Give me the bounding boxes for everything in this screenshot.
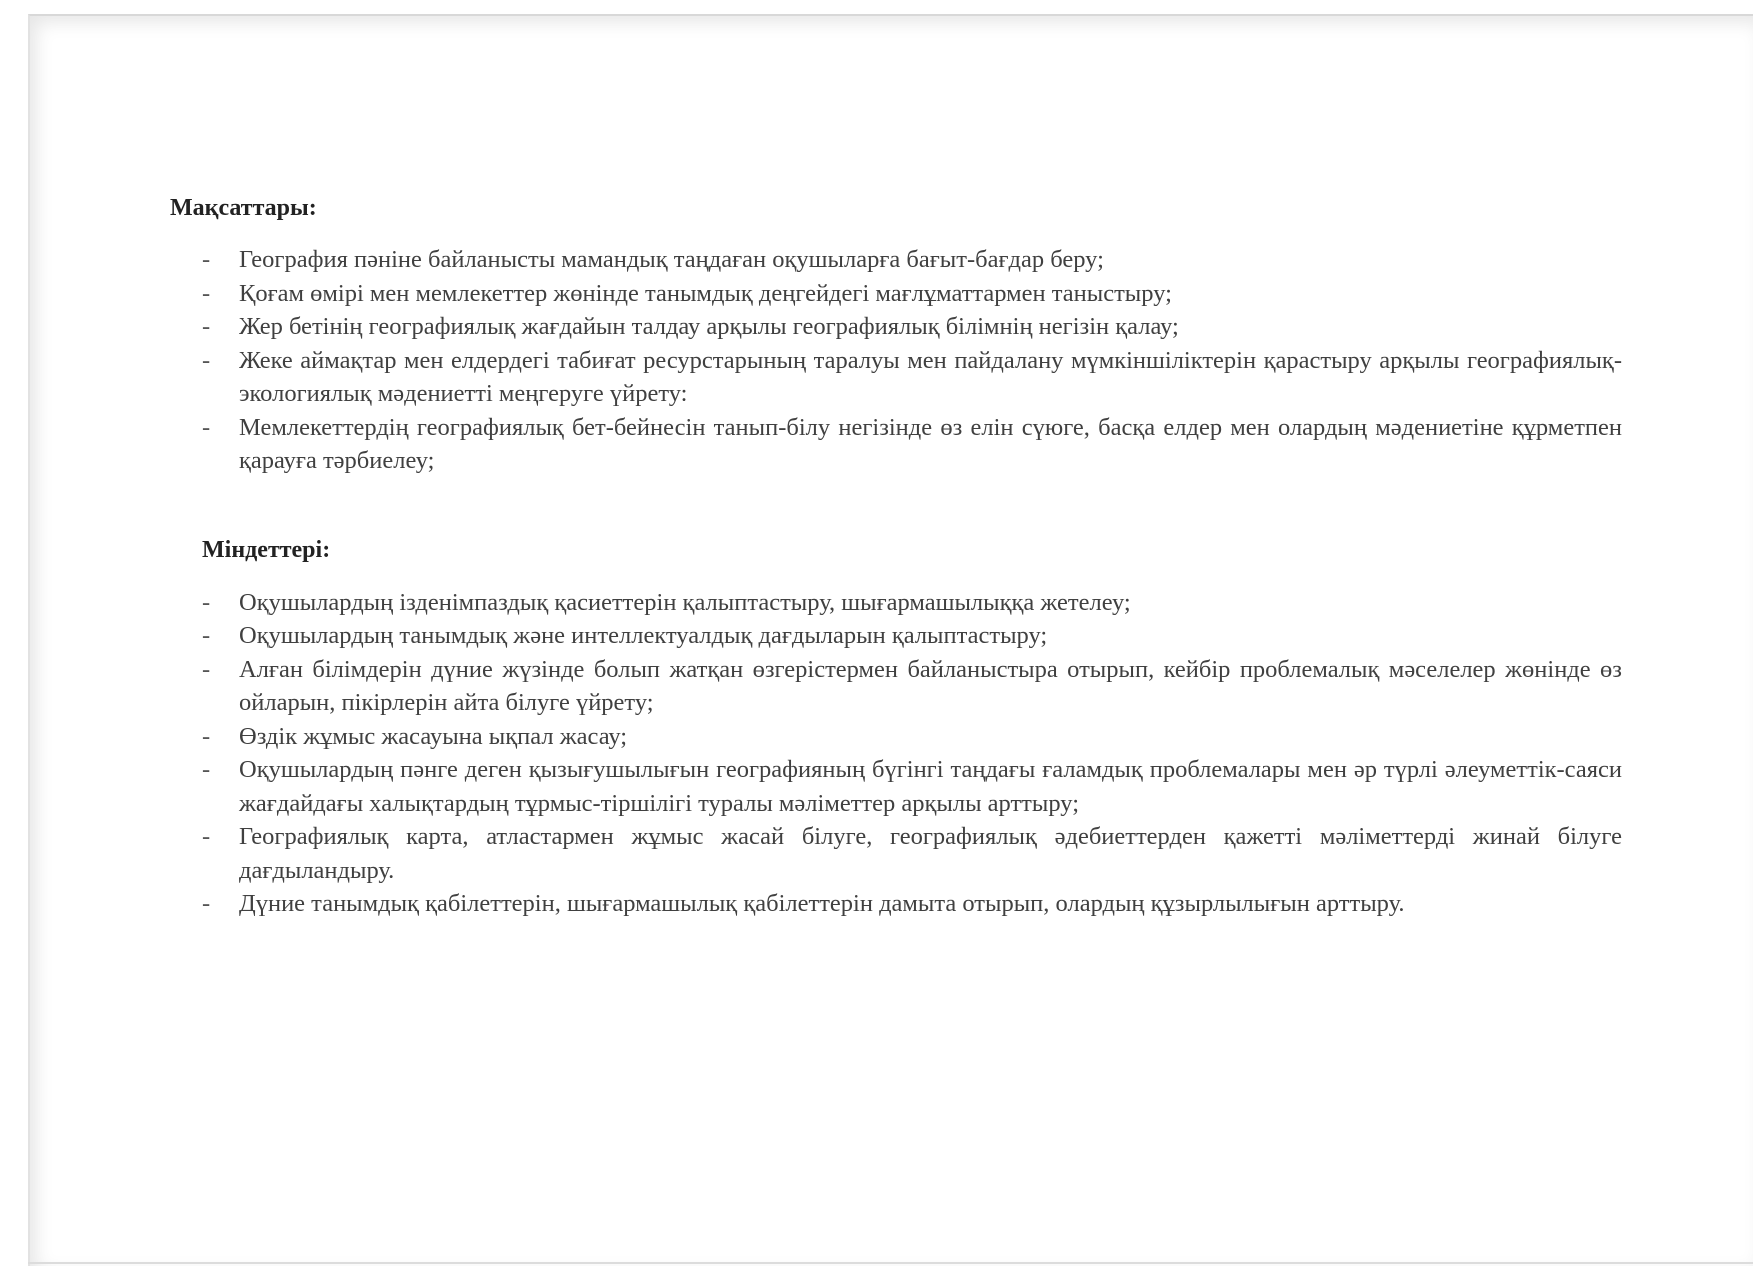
bullet-dash: - (202, 655, 211, 683)
goals-list (170, 243, 1622, 478)
goal-item-text: Мемлекеттердің географиялық бет-бейнесін танып-білу негізінде өз елін сүюге, басқа елдер мен олардың мәдениетіне құрметпен қарауға тәрбиелеу; (239, 413, 1622, 474)
task-item-text: Географиялық карта, атластармен жұмыс жасай білуге, географиялық әдебиеттерден қажетті мәліметтерді жинай білуге дағдыландыру. (239, 823, 1622, 884)
goal-item (170, 243, 1622, 277)
bullet-dash: - (202, 823, 211, 850)
task-item (170, 619, 1622, 653)
task-item (170, 720, 1622, 754)
bullet-dash: - (202, 756, 211, 783)
task-item (170, 887, 1622, 921)
bullet-dash: - (202, 722, 211, 750)
page-bottom-edge (28, 1262, 1753, 1264)
task-item-text: Дүние танымдық қабілеттерін, шығармашылық қабілеттерін дамыта отырып, олардың құзырлылығын арттыру. (239, 890, 1405, 917)
goal-item-text: Жеке аймақтар мен елдердегі табиғат ресурстарының таралуы мен пайдалану мүмкіншіліктерін қарастыру арқылы географиялық-экологиялық мәдениетті меңгеруге үйрету: (239, 346, 1622, 407)
bullet-dash: - (202, 246, 211, 273)
task-item (170, 586, 1622, 620)
bullet-dash: - (202, 890, 211, 917)
bullet-dash: - (202, 279, 211, 307)
bullet-dash: - (202, 622, 211, 649)
goal-item-text: Жер бетінің географиялық жағдайын талдау арқылы географиялық білімнің негізін қалау; (239, 313, 1179, 340)
document-body (170, 186, 1622, 921)
goal-item (170, 344, 1622, 411)
goal-item-text: География пәніне байланысты мамандық таңдаған оқушыларға бағыт-бағдар беру; (239, 246, 1104, 273)
tasks-heading: Міндеттері: (202, 536, 331, 563)
tasks-list (170, 586, 1622, 921)
task-item-text: Оқушылардың ізденімпаздық қасиеттерін қалыптастыру, шығармашылыққа жетелеу; (239, 588, 1131, 616)
bullet-dash: - (202, 413, 211, 441)
task-item-text: Өздік жұмыс жасауына ықпал жасау; (239, 722, 628, 750)
bullet-dash: - (202, 588, 211, 616)
task-item-text: Оқушылардың танымдық және интеллектуалдық дағдыларын қалыптастыру; (239, 622, 1048, 649)
bullet-dash: - (202, 313, 211, 340)
task-item (170, 753, 1622, 820)
goal-item-text: Қоғам өмірі мен мемлекеттер жөнінде танымдық деңгейдегі мағлұматтармен таныстыру; (239, 279, 1172, 307)
task-item (170, 653, 1622, 720)
task-item (170, 820, 1622, 887)
task-item-text: Оқушылардың пәнге деген қызығушылығын географияның бүгінгі таңдағы ғаламдық проблемалары мен әр түрлі әлеуметтік-саяси жағдайдағы халықтардың тұрмыс-тіршілігі туралы мәліметтер арқылы арттыру; (239, 756, 1622, 817)
bullet-dash: - (202, 346, 211, 374)
goal-item (170, 277, 1622, 311)
task-item-text: Алған білімдерін дүние жүзінде болып жатқан өзгерістермен байланыстыра отырып, кейбір проблемалық мәселелер жөнінде өз ойларын, пікірлерін айта білуге үйрету; (239, 655, 1622, 716)
goals-heading: Мақсаттары: (170, 195, 317, 221)
goal-item (170, 411, 1622, 478)
goal-item (170, 310, 1622, 344)
